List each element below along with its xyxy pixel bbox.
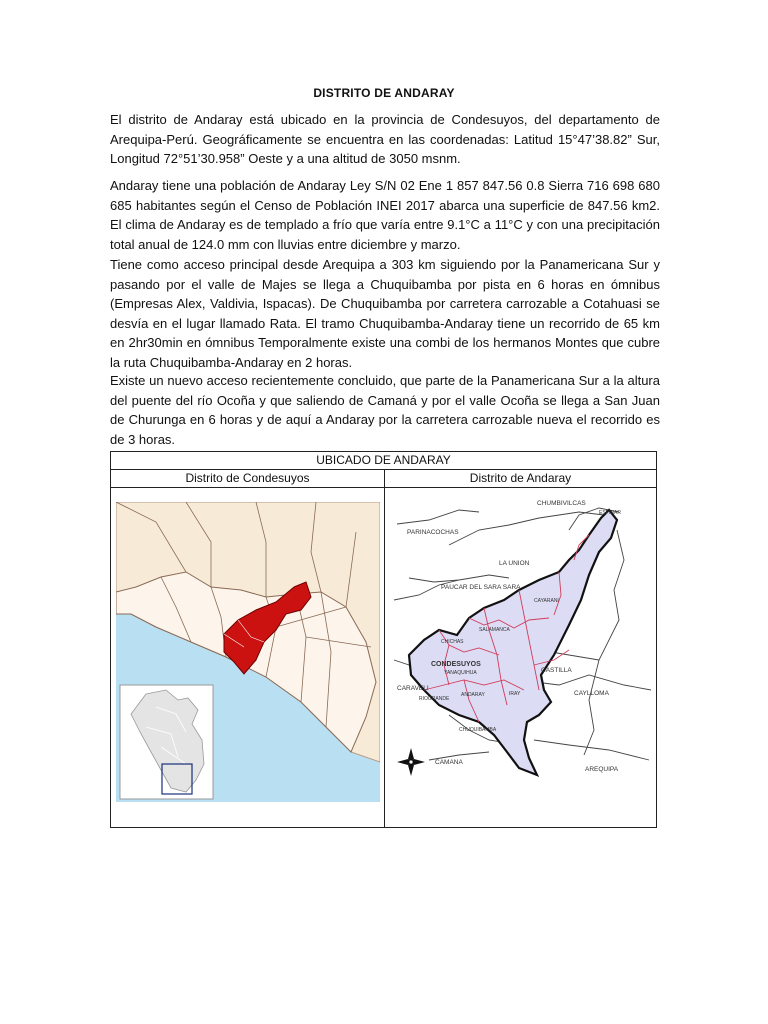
label-chichas: CHICHAS [441, 639, 464, 645]
paragraph-access: Tiene como acceso principal desde Arequipa a 303 km siguiendo por la Panamericana Sur y pasando por el valle de Majes se llega a Chuquibamba por pista en 6 horas en ómnibus (Empresas Alex, Valdivia, Ispacas). De Chuquibamba por carretera carrozable a Cotahuasi se desvía en el lugar llamado Rata. El tramo Chuquibamba-Andaray tiene un recorrido de 65 km en 2hr30min en ómnibus Temporalmente existe una combi de los hermanos Montes que cubre la ruta Chuquibamba-Andaray en 2 horas. [110, 257, 660, 370]
document-title: DISTRITO DE ANDARAY [313, 86, 455, 100]
paragraph-new-access: Existe un nuevo acceso recientemente concluido, que parte de la Panamericana Sur a la altura del puente del río Ocoña y que saliendo de Camaná y por el valle Ocoña se llega a San Juan de Churunga en 6 horas y de aquí a Andaray por la carretera carrozable nueva el recorrido es de 3 horas. [110, 373, 660, 447]
label-salamanca: SALAMANCA [479, 627, 510, 633]
label-yanaquihua: YANAQUIHUA [444, 670, 477, 676]
label-camana: CAMANA [435, 759, 463, 766]
label-chuquibamba: CHUQUIBAMBA [459, 727, 497, 733]
label-castilla: CASTILLA [541, 667, 572, 674]
label-cayarani: CAYARANI [534, 598, 559, 604]
label-caraveli: CARAVELI [397, 685, 429, 692]
label-paucar-del-sara-sara: PAUCAR DEL SARA SARA [441, 584, 521, 591]
column-header-condesuyos: Distrito de Condesuyos [111, 469, 385, 488]
label-espinar: ESPINAR [599, 510, 621, 516]
column-divider [384, 487, 385, 827]
label-la-union: LA UNION [499, 560, 530, 567]
label-andaray: ANDARAY [461, 692, 485, 698]
peru-inset-map [120, 685, 213, 799]
label-parinacochas: PARINACOCHAS [407, 529, 459, 536]
label-chumbivilcas: CHUMBIVILCAS [537, 500, 586, 507]
table-header: UBICADO DE ANDARAY [111, 452, 656, 470]
label-riogrande: RIOGRANDE [419, 696, 450, 702]
label-condesuyos: CONDESUYOS [431, 661, 481, 668]
paragraph-population: Andaray tiene una población de Andaray Ley S/N 02 Ene 1 857 847.56 0.8 Sierra 716 698 680 685 habitantes según el Censo de Población INEI 2017 abarca una superficie de 847.56 km2. El clima de Andaray es de templado a frío que varía entre 9.1°C a 11°C y con una precipitación total anual de 124.0 mm con lluvias entre diciembre y marzo. [110, 178, 660, 252]
paragraph-location: El distrito de Andaray está ubicado en la provincia de Condesuyos, del departamento de Arequipa-Perú. Geográficamente se encuentra en las coordenadas: Latitud 15°47’38.82” Sur, Longitud 72°51’30.958” Oeste y a una altitud de 3050 msnm. [110, 112, 660, 166]
label-arequipa: AREQUIPA [585, 766, 619, 773]
andaray-province-map [389, 490, 655, 790]
label-caylloma: CAYLLOMA [574, 690, 609, 697]
column-header-andaray: Distrito de Andaray [385, 469, 656, 488]
label-iray: IRAY [509, 691, 521, 697]
condesuyos-locator-map [116, 502, 380, 802]
location-table [110, 451, 657, 828]
